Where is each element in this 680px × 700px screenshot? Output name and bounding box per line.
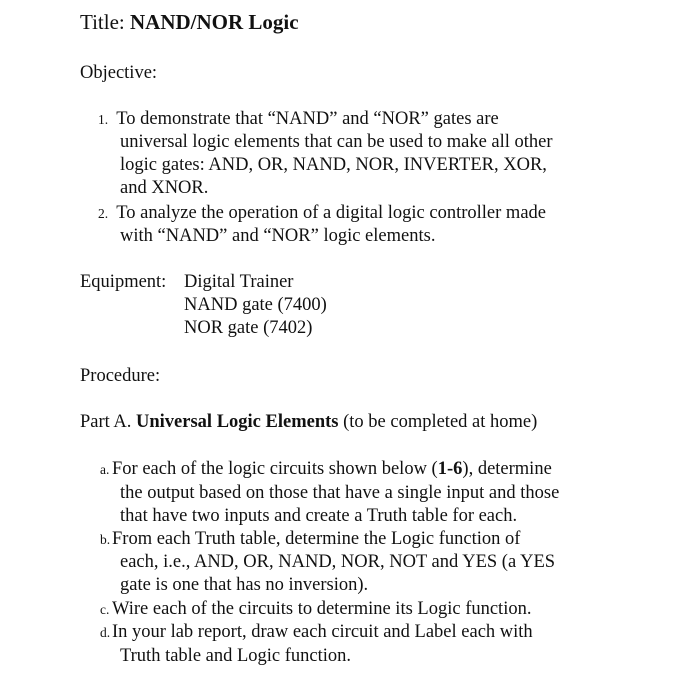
list-item-text: ), determine <box>462 459 552 479</box>
equipment-item: NOR gate (7402) <box>184 318 313 338</box>
objective-heading: Objective: <box>80 63 158 83</box>
list-marker: b. <box>100 532 111 547</box>
document-title: NAND/NOR Logic <box>130 10 299 34</box>
procedure-item-d <box>100 621 533 644</box>
list-item-text: In your lab report, draw each circuit and Label each with <box>112 622 533 642</box>
title-label: Title: <box>80 10 125 34</box>
procedure-item-a <box>100 458 552 481</box>
procedure-heading: Procedure: <box>80 366 161 386</box>
procedure-item-c <box>100 598 531 621</box>
title-line <box>80 11 299 33</box>
list-item-text: that have two inputs and create a Truth table for each. <box>120 506 518 526</box>
list-item-text: Wire each of the circuits to determine its Logic function. <box>112 599 532 619</box>
list-item-text: the output based on those that have a single input and those <box>120 483 560 503</box>
list-item-text: For each of the logic circuits shown below ( <box>112 459 438 479</box>
circuit-range: 1-6 <box>437 459 463 479</box>
list-item-text: gate is one that has no inversion). <box>120 575 369 595</box>
list-marker: 1. <box>98 112 109 127</box>
list-marker: d. <box>100 625 111 640</box>
list-item-text: and XNOR. <box>120 178 209 198</box>
list-item-text: To analyze the operation of a digital logic controller made <box>116 203 546 223</box>
equipment-item: NAND gate (7400) <box>184 295 327 315</box>
list-marker: a. <box>100 462 110 477</box>
procedure-item-b <box>100 528 520 551</box>
list-item-text: To demonstrate that “NAND” and “NOR” gates are <box>116 109 499 129</box>
list-marker: 2. <box>98 206 109 221</box>
list-item-text: From each Truth table, determine the Logic function of <box>112 529 521 549</box>
equipment-item: Digital Trainer <box>184 272 294 292</box>
list-marker: c. <box>100 602 110 617</box>
objective-item-2 <box>98 202 546 225</box>
list-item-text: logic gates: AND, OR, NAND, NOR, INVERTER, XOR, <box>120 155 547 175</box>
list-item-text: universal logic elements that can be used to make all other <box>120 132 553 152</box>
part-a-heading <box>80 411 537 433</box>
part-a-title: Universal Logic Elements <box>136 412 339 432</box>
list-item-text: each, i.e., AND, OR, NAND, NOR, NOT and YES (a YES <box>120 552 556 572</box>
part-a-prefix: Part A. <box>80 412 132 432</box>
objective-item-1 <box>98 108 499 131</box>
list-item-text: Truth table and Logic function. <box>120 646 352 666</box>
part-a-note: (to be completed at home) <box>343 412 538 432</box>
list-item-text: with “NAND” and “NOR” logic elements. <box>120 226 436 246</box>
equipment-label: Equipment: <box>80 272 167 292</box>
